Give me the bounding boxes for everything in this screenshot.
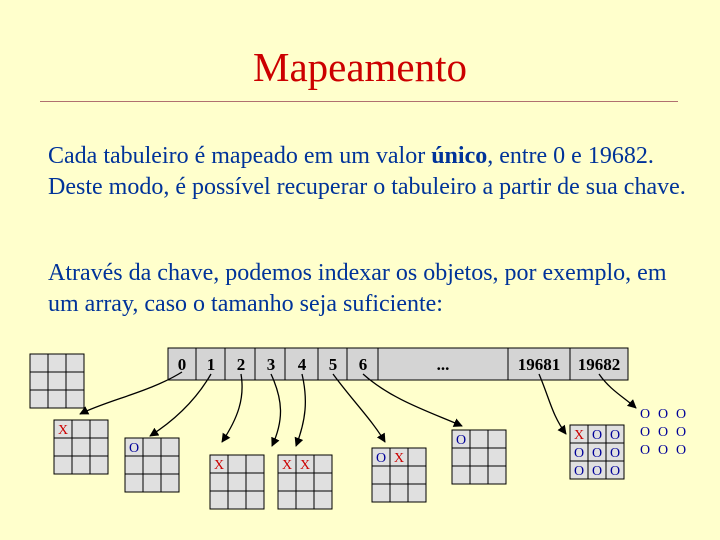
- board-1: [54, 420, 108, 474]
- board-mark: O: [657, 443, 669, 458]
- mapping-arrows: [80, 372, 636, 446]
- slide-title: Mapeamento: [252, 44, 468, 90]
- board-2: [125, 438, 179, 492]
- board-mark: X: [299, 458, 311, 473]
- board-mark: O: [639, 443, 651, 458]
- array-index-4: 4: [297, 355, 307, 374]
- board-mark: X: [281, 458, 293, 473]
- board-mark: O: [675, 425, 687, 440]
- board-4: [278, 455, 332, 509]
- board-6: [452, 430, 506, 484]
- board-mark: O: [675, 407, 687, 422]
- array-index-ellipsis: ...: [436, 355, 450, 374]
- array-index-5: 5: [328, 355, 338, 374]
- board-mark: O: [375, 451, 387, 466]
- board-mark: O: [657, 407, 669, 422]
- array-index-1: 1: [206, 355, 216, 374]
- board-mark: O: [609, 428, 621, 443]
- board-frame: [30, 354, 84, 408]
- board-0: [30, 354, 84, 408]
- board-mark: O: [573, 446, 585, 461]
- board-mark: O: [573, 464, 585, 479]
- paragraph-mapping-start: Cada tabuleiro é mapeado em um valor: [48, 143, 432, 169]
- board-mark: O: [591, 428, 603, 443]
- array-index-3: 3: [266, 355, 276, 374]
- array-index-2: 2: [236, 355, 246, 374]
- array-index-19681: 19681: [517, 355, 561, 374]
- board-mark: O: [455, 433, 467, 448]
- board-mark: O: [609, 464, 621, 479]
- emphasis-unique: único: [431, 143, 488, 169]
- board-mark: X: [393, 451, 405, 466]
- board-mark: O: [639, 425, 651, 440]
- array-index-0: 0: [177, 355, 187, 374]
- key-array: [168, 348, 628, 380]
- board-mark: O: [591, 446, 603, 461]
- board-7: [570, 425, 624, 479]
- board-mark: X: [573, 428, 585, 443]
- board-8: [640, 407, 686, 458]
- board-mark: X: [57, 423, 69, 438]
- paragraph-mapping-end: , entre 0 e 19682. Deste modo, é possível recuperar o tabuleiro a partir de sua chave.: [48, 143, 686, 200]
- board-mark: O: [639, 407, 651, 422]
- paragraph-indexing: Através da chave, podemos indexar os objetos, por exemplo, em um array, caso o tamanho seja suficiente:: [48, 260, 667, 317]
- board-mark: O: [675, 443, 687, 458]
- array-index-6: 6: [358, 355, 368, 374]
- board-5: [372, 448, 426, 502]
- board-3: [210, 455, 264, 509]
- board-mark: O: [591, 464, 603, 479]
- array-index-19682: 19682: [577, 355, 621, 374]
- board-mark: O: [128, 441, 140, 456]
- board-mark: O: [657, 425, 669, 440]
- board-mark: O: [609, 446, 621, 461]
- board-mark: X: [213, 458, 225, 473]
